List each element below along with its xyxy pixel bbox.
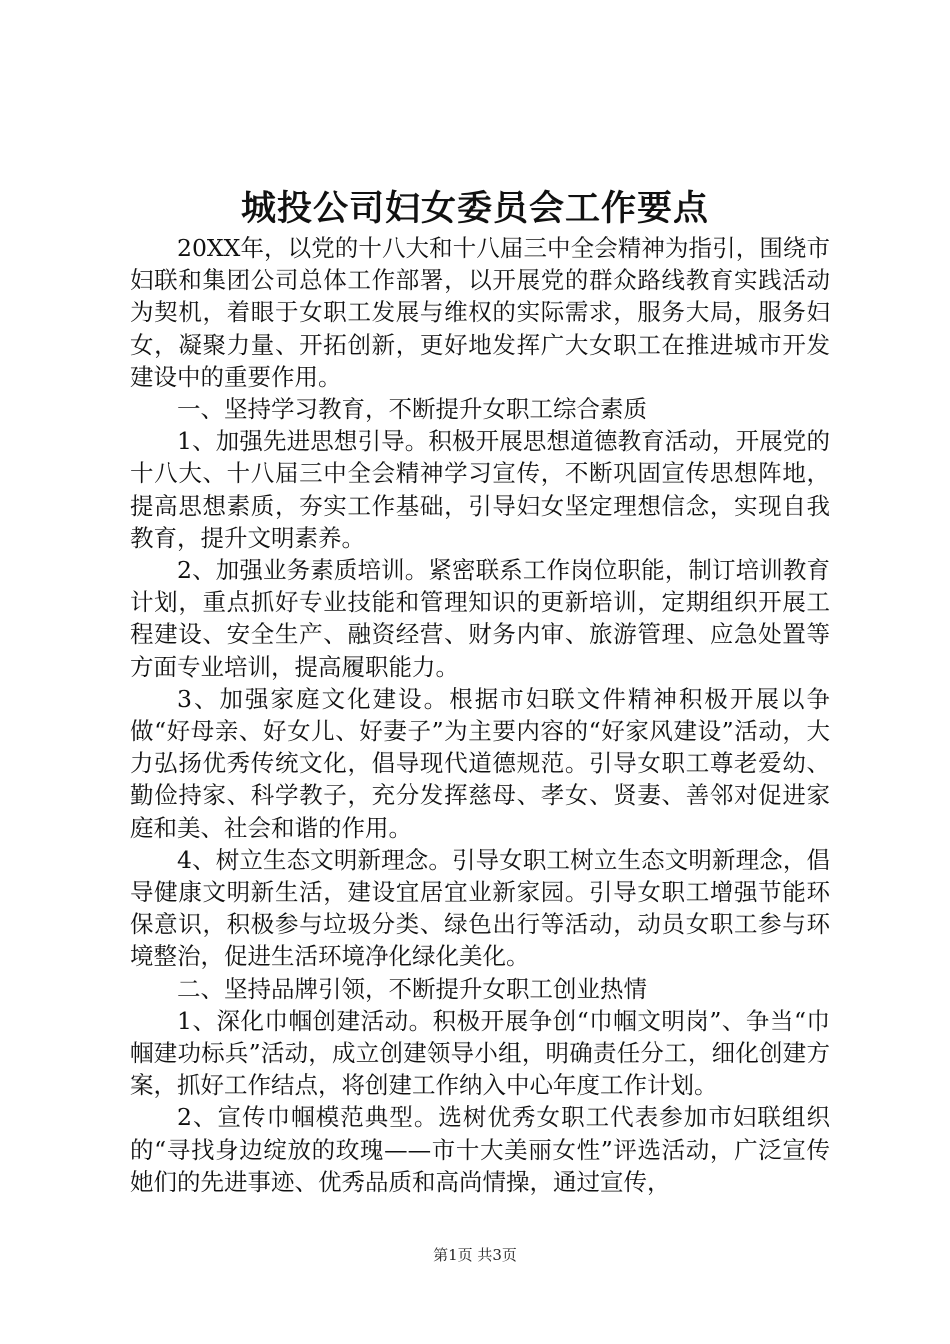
paragraph-1-1: 1、加强先进思想引导。积极开展思想道德教育活动，开展党的十八大、十八届三中全会精神学习宣传，不断巩固宣传思想阵地，提高思想素质，夯实工作基础，引导妇女坚定理想信念，实现自我教育，提升文明素养。 — [130, 427, 830, 552]
section-heading-2: 二、坚持品牌引领，不断提升女职工创业热情 — [177, 974, 647, 1003]
section-heading-1: 一、坚持学习教育，不断提升女职工综合素质 — [177, 395, 647, 424]
page-footer: 第1页 共3页 — [433, 1246, 517, 1264]
paragraph-2-1: 1、深化巾帼创建活动。积极开展争创“巾帼文明岗”、争当“巾帼建功标兵”活动，成立创建领导小组，明确责任分工，细化创建方案，抓好工作结点，将创建工作纳入中心年度工作计划。 — [130, 1006, 830, 1100]
document-body — [130, 232, 830, 1198]
paragraph-intro: 20XX年，以党的十八大和十八届三中全会精神为指引，围绕市妇联和集团公司总体工作部署，以开展党的群众路线教育实践活动为契机，着眼于女职工发展与维权的实际需求，服务大局，服务妇女，凝聚力量、开拓创新，更好地发挥广大女职工在推进城市开发建设中的重要作用。 — [130, 234, 830, 391]
document-title: 城投公司妇女委员会工作要点 — [240, 188, 709, 229]
paragraph-2-2: 2、宣传巾帼模范典型。选树优秀女职工代表参加市妇联组织的“寻找身边绽放的玫瑰——市十大美丽女性”评选活动，广泛宣传她们的先进事迹、优秀品质和高尚情操，通过宣传， — [130, 1103, 830, 1196]
paragraph-1-2: 2、加强业务素质培训。紧密联系工作岗位职能，制订培训教育计划，重点抓好专业技能和管理知识的更新培训，定期组织开展工程建设、安全生产、融资经营、财务内审、旅游管理、应急处置等方面专业培训，提高履职能力。 — [130, 556, 830, 681]
paragraph-1-3: 3、加强家庭文化建设。根据市妇联文件精神积极开展以争做“好母亲、好女儿、好妻子”为主要内容的“好家风建设”活动，大力弘扬优秀传统文化，倡导现代道德规范。引导女职工尊老爱幼、勤俭持家、科学教子，充分发挥慈母、孝女、贤妻、善邻对促进家庭和美、社会和谐的作用。 — [130, 684, 830, 842]
paragraph-1-4: 4、树立生态文明新理念。引导女职工树立生态文明新理念，倡导健康文明新生活，建设宜居宜业新家园。引导女职工增强节能环保意识，积极参与垃圾分类、绿色出行等活动，动员女职工参与环境整治，促进生活环境净化绿化美化。 — [130, 845, 830, 971]
